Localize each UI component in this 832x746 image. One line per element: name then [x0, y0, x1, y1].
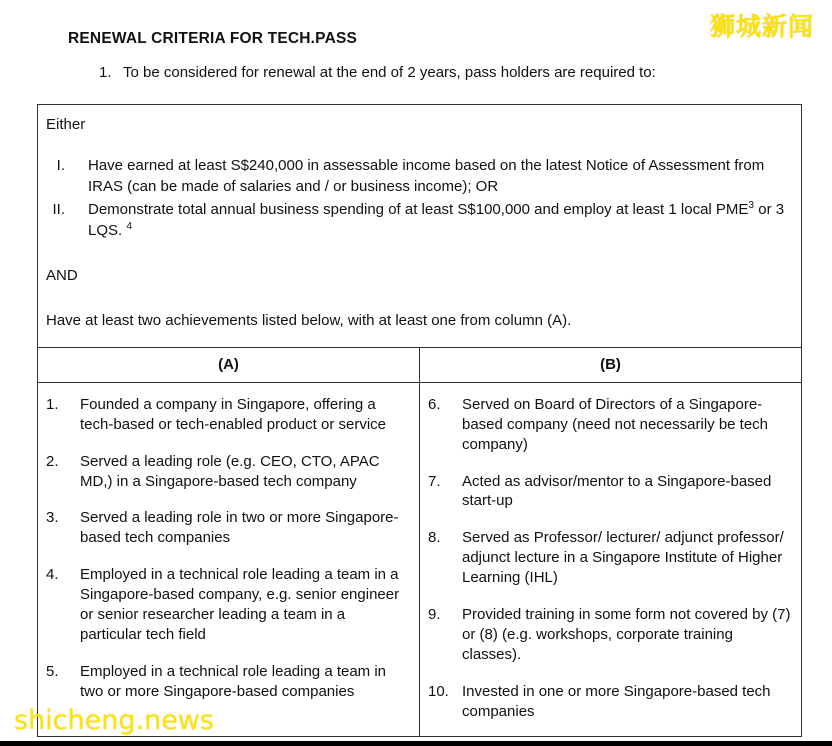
watermark-chinese: 狮城新闻 — [709, 12, 814, 41]
column-a-body — [38, 383, 419, 716]
column-b — [420, 348, 801, 736]
either-option-i-marker: I. — [56, 156, 65, 174]
criteria-table — [37, 104, 802, 737]
list-item-marker: 8. — [428, 529, 441, 547]
list-item-text: Employed in a technical role leading a team in a Singapore-based company, e.g. senior engineer or senior researcher leading a team in a particular tech field — [80, 566, 400, 644]
list-item-text: Served as Professor/ lecturer/ adjunct professor/ adjunct lecture in a Singapore Institute of Higher Learning (IHL) — [462, 529, 784, 587]
list-item-marker: 1. — [46, 395, 59, 413]
list-item-text: Founded a company in Singapore, offering a tech-based or tech-enabled product or service — [80, 395, 387, 433]
column-b-list — [428, 395, 791, 722]
either-option-ii-marker: II. — [52, 201, 65, 219]
watermark-english: shicheng.news — [14, 705, 214, 736]
list-item-marker: 2. — [46, 452, 59, 470]
list-item-marker: 4. — [46, 566, 59, 584]
intro-text: To be considered for renewal at the end of 2 years, pass holders are required to: — [123, 64, 656, 81]
list-item-marker: 7. — [428, 472, 441, 490]
list-item-marker: 5. — [46, 663, 59, 681]
list-item-marker: 3. — [46, 509, 59, 527]
list-item-text: Provided training in some form not covered by (7) or (8) (e.g. workshops, corporate training classes). — [462, 606, 791, 664]
list-item-marker: 6. — [428, 395, 441, 413]
list-item-text: Served a leading role in two or more Singapore-based tech companies — [80, 509, 399, 547]
column-b-body — [420, 383, 801, 736]
footnote-ref-3: 3 — [748, 200, 755, 212]
either-label: Either — [46, 116, 86, 133]
and-label: AND — [46, 266, 78, 284]
either-option-ii — [46, 199, 793, 242]
either-option-ii-text — [88, 199, 793, 242]
either-option-ii-text-mid: or 3 LQS. — [88, 201, 785, 240]
list-item — [46, 395, 409, 435]
list-item-text: Employed in a technical role leading a team in two or more Singapore-based companies — [80, 663, 387, 700]
intro-paragraph — [99, 64, 792, 83]
list-item-text: Acted as advisor/mentor to a Singapore-based start-up — [462, 472, 772, 510]
footnote-ref-4: 4 — [126, 221, 133, 233]
list-item — [428, 472, 791, 512]
column-a-list — [46, 395, 409, 702]
list-item — [46, 508, 409, 548]
list-item-marker: 10. — [428, 683, 449, 700]
either-band — [38, 105, 801, 347]
list-item — [428, 528, 791, 588]
page-title: RENEWAL CRITERIA FOR TECH.PASS — [68, 30, 358, 47]
list-item — [46, 565, 409, 645]
column-a-header: (A) — [38, 348, 419, 383]
either-option-i — [46, 155, 793, 198]
either-option-i-text: Have earned at least S$240,000 in assessable income based on the latest Notice of Assessment from IRAS (can be made of salaries and / or business income); OR — [88, 156, 765, 195]
list-item — [428, 605, 791, 665]
list-item-text: Served a leading role (e.g. CEO, CTO, APAC MD,) in a Singapore-based tech company — [80, 452, 380, 490]
list-item-text: Served on Board of Directors of a Singapore-based company (need not necessarily be tech company) — [462, 395, 769, 453]
bottom-black-strip — [0, 741, 832, 746]
intro-number: 1. — [99, 64, 112, 81]
either-options-list — [46, 155, 793, 242]
list-item — [428, 682, 791, 722]
list-item — [428, 395, 791, 455]
either-option-ii-text-main: Demonstrate total annual business spending of at least S$100,000 and employ at least 1 local PME — [88, 201, 749, 219]
column-b-header: (B) — [420, 348, 801, 383]
list-item — [46, 662, 409, 702]
column-a — [38, 348, 420, 736]
list-item — [46, 452, 409, 492]
achievements-columns — [38, 348, 801, 736]
list-item-text: Invested in one or more Singapore-based tech companies — [462, 683, 771, 720]
and-sentence: Have at least two achievements listed below, with at least one from column (A). — [46, 312, 572, 330]
list-item-marker: 9. — [428, 606, 441, 624]
